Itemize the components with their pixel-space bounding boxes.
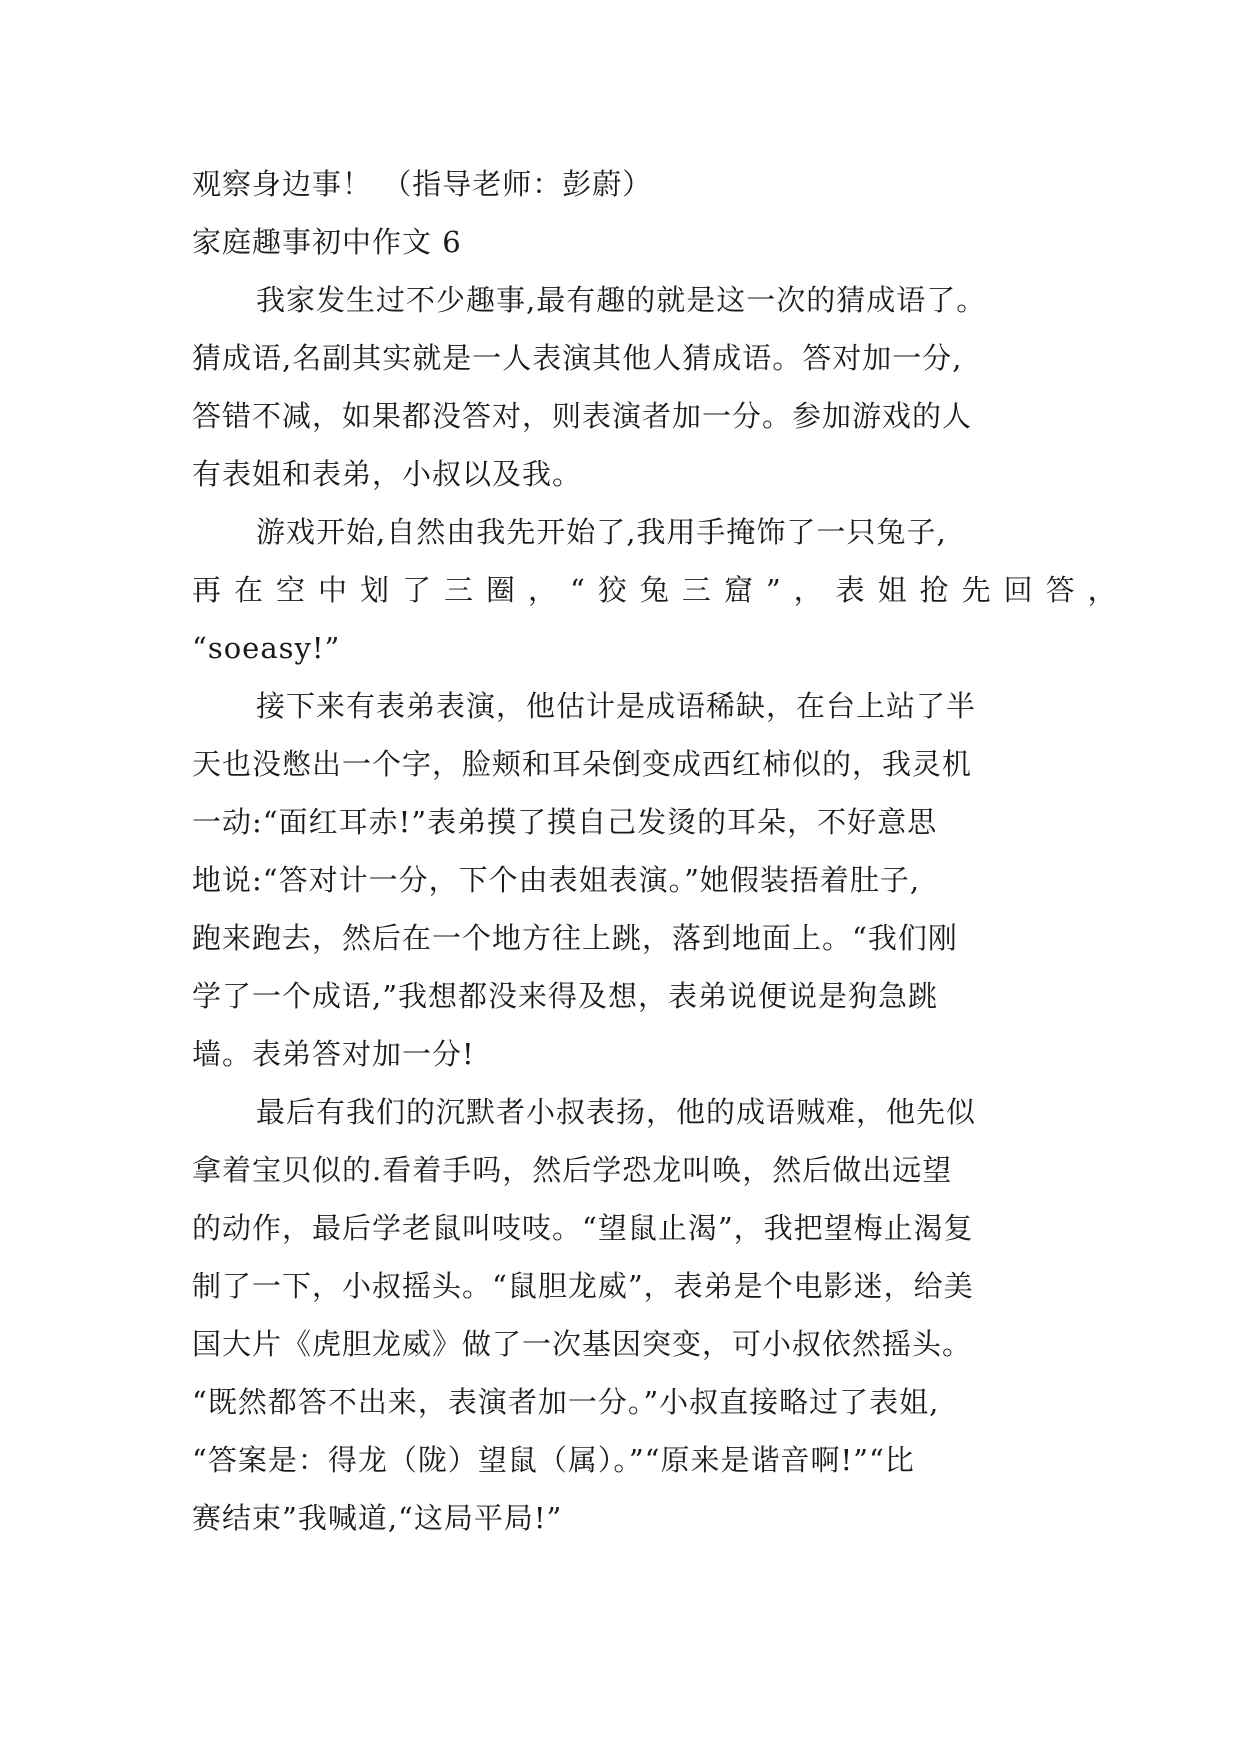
- paragraph-4-line-5: 国大片《虎胆龙威》做了一次基因突变，可小叔依然摇头。: [192, 1327, 973, 1361]
- essay-title: 家庭趣事初中作文 6: [192, 225, 462, 259]
- paragraph-4-line-1: 最后有我们的沉默者小叔表扬，他的成语贼难，他先似: [256, 1095, 977, 1129]
- paragraph-3-line-5: 跑来跑去，然后在一个地方往上跳，落到地面上。“我们刚: [192, 921, 958, 955]
- paragraph-4-line-8: 赛结束”我喊道,“这局平局!”: [192, 1501, 563, 1535]
- text-line-1: 观察身边事！ （指导老师：彭蔚）: [192, 167, 653, 201]
- paragraph-2-line-3: “soeasy!”: [192, 631, 341, 665]
- paragraph-3-line-1: 接下来有表弟表演，他估计是成语稀缺，在台上站了半: [256, 689, 977, 723]
- paragraph-1-line-1: 我家发生过不少趣事,最有趣的就是这一次的猜成语了。: [256, 283, 987, 317]
- paragraph-4-line-6: “既然都答不出来，表演者加一分。”小叔直接略过了表姐,: [192, 1385, 940, 1419]
- paragraph-2-line-1: 游戏开始,自然由我先开始了,我用手掩饰了一只兔子,: [256, 515, 947, 549]
- paragraph-4-line-7: “答案是：得龙（陇）望鼠（属）。”“原来是谐音啊!”“比: [192, 1443, 915, 1477]
- paragraph-4-line-4: 制了一下，小叔摇头。“鼠胆龙威”，表弟是个电影迷，给美: [192, 1269, 974, 1303]
- paragraph-3-line-3: 一动:“面红耳赤!”表弟摸了摸自己发烫的耳朵，不好意思: [192, 805, 938, 839]
- paragraph-1-line-4: 有表姐和表弟，小叔以及我。: [192, 457, 583, 491]
- paragraph-4-line-2: 拿着宝贝似的.看着手吗，然后学恐龙叫唤，然后做出远望: [192, 1153, 953, 1187]
- paragraph-1-line-2: 猜成语,名副其实就是一人表演其他人猜成语。答对加一分,: [192, 341, 963, 375]
- paragraph-3-line-4: 地说:“答对计一分，下个由表姐表演。”她假装捂着肚子,: [192, 863, 921, 897]
- paragraph-3-line-2: 天也没憋出一个字，脸颊和耳朵倒变成西红柿似的，我灵机: [192, 747, 973, 781]
- paragraph-3-line-7: 墙。表弟答对加一分!: [192, 1037, 475, 1071]
- paragraph-1-line-3: 答错不减，如果都没答对，则表演者加一分。参加游戏的人: [192, 399, 973, 433]
- paragraph-3-line-6: 学了一个成语,”我想都没来得及想，表弟说便说是狗急跳: [192, 979, 939, 1013]
- paragraph-2-line-2: 再在空中划了三圈，“狡兔三窟”，表姐抢先回答，: [192, 573, 1130, 607]
- paragraph-4-line-3: 的动作，最后学老鼠叫吱吱。“望鼠止渴”，我把望梅止渴复: [192, 1211, 974, 1245]
